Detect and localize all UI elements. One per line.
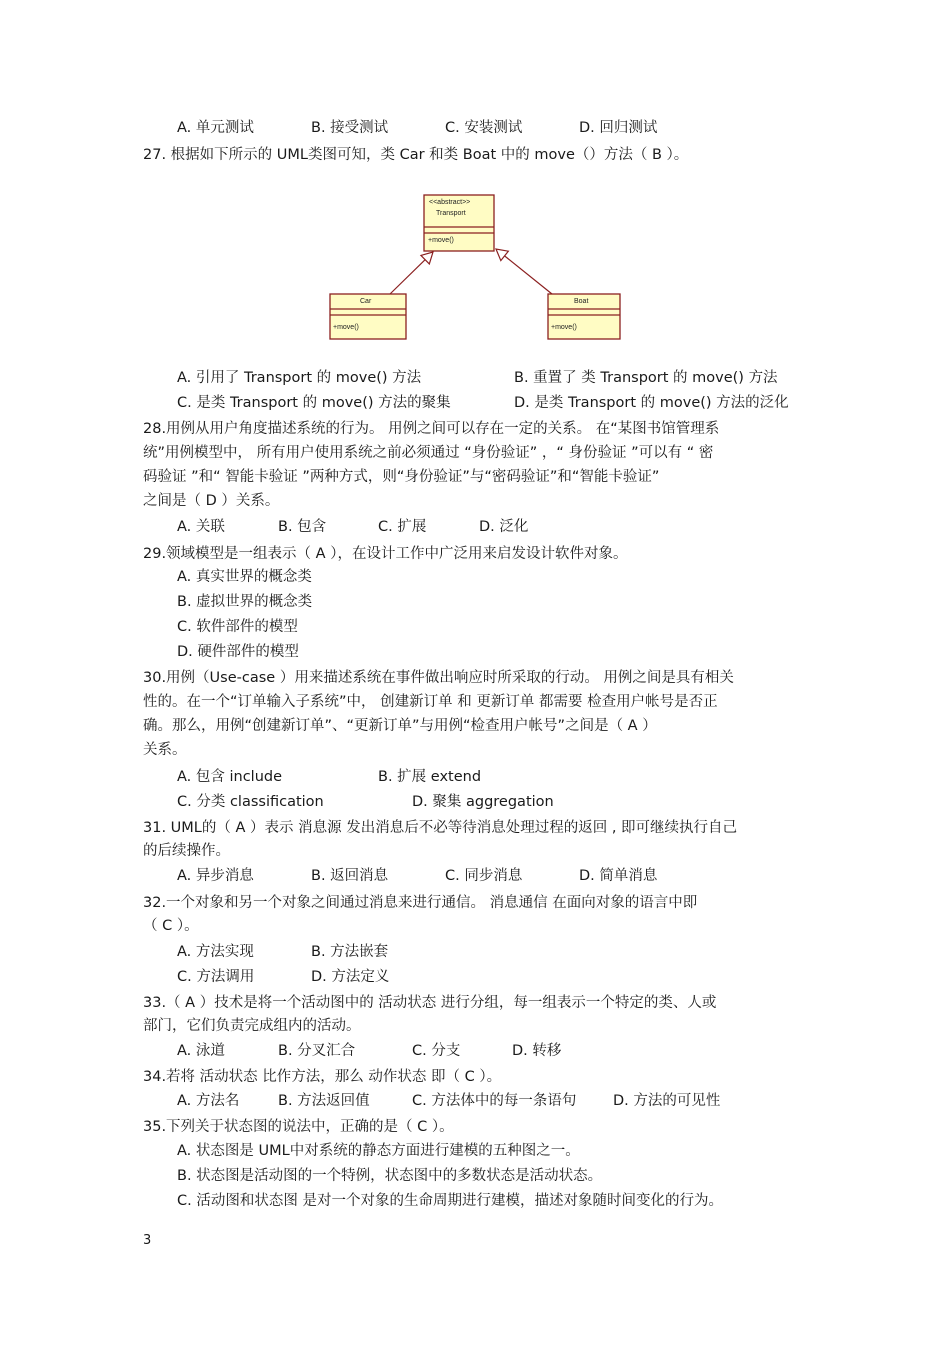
q33-option-d: D. 转移 [512,1043,562,1059]
q32-line-2: （ C ）。 [143,918,199,934]
q28-line-4: 之间是（ D ）关系。 [143,493,280,509]
q29-option-b: B. 虚拟世界的概念类 [177,594,313,610]
transport-class-box [424,195,494,251]
q35-option-b: B. 状态图是活动图的一个特例，状态图中的多数状态是活动状态。 [177,1168,603,1184]
q34-stem: 34.若将 活动状态 比作方法，那么 动作状态 即（ C ）。 [143,1069,502,1085]
q27-stem: 27. 根据如下所示的 UML类图可知，类 Car 和类 Boat 中的 move（）方法（ B ）。 [143,147,689,163]
q30-line-2: 性的。在一个“订单输入子系统”中， 创建新订单 和 更新订单 都需要 检查用户帐号是否正 [143,694,718,710]
car-operation: +move() [333,324,359,331]
q26-option-a: A. 单元测试 [177,120,254,136]
q28-option-d: D. 泛化 [479,519,529,535]
boat-generalization-arrow [496,249,552,294]
q32-option-d: D. 方法定义 [311,969,390,985]
q31-option-b: B. 返回消息 [311,868,389,884]
boat-name: Boat [574,298,589,305]
q31-option-c: C. 同步消息 [445,868,523,884]
q32-option-a: A. 方法实现 [177,944,254,960]
q30-option-d: D. 聚集 aggregation [412,794,554,810]
q35-stem: 35.下列关于状态图的说法中，正确的是（ C ）。 [143,1119,454,1135]
q29-stem: 29.领域模型是一组表示（ A ），在设计工作中广泛用来启发设计软件对象。 [143,546,628,562]
q26-option-b: B. 接受测试 [311,120,389,136]
q31-line-2: 的后续操作。 [143,843,230,859]
transport-operation: +move() [428,237,454,244]
q32-option-b: B. 方法嵌套 [311,944,389,960]
q27-option-b: B. 重置了 类 Transport 的 move() 方法 [514,370,778,386]
q26-option-d: D. 回归测试 [579,120,658,136]
q27-option-a: A. 引用了 Transport 的 move() 方法 [177,370,422,386]
q31-option-d: D. 简单消息 [579,868,658,884]
q34-option-b: B. 方法返回值 [278,1093,370,1109]
q32-line-1: 32.一个对象和另一个对象之间通过消息来进行通信。 消息通信 在面向对象的语言中即 [143,895,698,911]
q34-option-a: A. 方法名 [177,1093,240,1109]
transport-stereotype: <<abstract>> [429,199,471,206]
q35-option-c: C. 活动图和状态图 是对一个对象的生命周期进行建模，描述对象随时间变化的行为。 [177,1193,723,1209]
q33-option-b: B. 分叉汇合 [278,1043,356,1059]
car-class-box [330,294,406,339]
q30-option-c: C. 分类 classification [177,794,324,810]
boat-class-box [548,294,620,339]
boat-operation: +move() [551,324,577,331]
q33-line-1: 33.（ A ）技术是将一个活动图中的 活动状态 进行分组，每一组表示一个特定的类、人或 [143,995,717,1011]
q34-option-c: C. 方法体中的每一条语句 [412,1093,577,1109]
q35-option-a: A. 状态图是 UML中对系统的静态方面进行建模的五种图之一。 [177,1143,580,1159]
q27-option-c: C. 是类 Transport 的 move() 方法的聚集 [177,395,451,411]
q32-option-c: C. 方法调用 [177,969,255,985]
q28-option-c: C. 扩展 [378,519,427,535]
q28-option-a: A. 关联 [177,519,225,535]
q30-line-4: 关系。 [143,742,187,758]
q31-line-1: 31. UML的（ A ）表示 消息源 发出消息后不必等待消息处理过程的返回 , 即可继续执行自己 [143,820,738,836]
q33-line-2: 部门，它们负责完成组内的活动。 [143,1018,361,1034]
q28-line-3: 码验证 ”和“ 智能卡验证 ”两种方式，则“身份验证”与“密码验证”和“智能卡验证” [143,469,660,485]
uml-class-diagram [320,185,640,350]
car-generalization-arrow [390,252,433,294]
q29-option-c: C. 软件部件的模型 [177,619,298,635]
q26-option-c: C. 安装测试 [445,120,523,136]
page-number: 3 [143,1233,152,1248]
q33-option-c: C. 分支 [412,1043,461,1059]
q28-line-2: 统”用例模型中， 所有用户使用系统之前必须通过 “身份验证” ，“ 身份验证 ”可以有 “ 密 [143,445,714,461]
q28-line-1: 28.用例从用户角度描述系统的行为。 用例之间可以存在一定的关系。 在“某图书馆管理系 [143,421,720,437]
q34-option-d: D. 方法的可见性 [613,1093,721,1109]
q30-option-b: B. 扩展 extend [378,769,482,785]
q29-option-d: D. 硬件部件的模型 [177,644,299,660]
q28-option-b: B. 包含 [278,519,327,535]
q30-option-a: A. 包含 include [177,769,283,785]
q31-option-a: A. 异步消息 [177,868,254,884]
q29-option-a: A. 真实世界的概念类 [177,569,312,585]
car-name: Car [360,298,372,305]
transport-name: Transport [436,210,466,217]
q33-option-a: A. 泳道 [177,1043,225,1059]
q30-line-1: 30.用例（Use-case ）用来描述系统在事件做出响应时所采取的行动。 用例之间是具有相关 [143,670,734,686]
q30-line-3: 确。那么，用例“创建新订单”、“更新订单”与用例“检查用户帐号”之间是（ A ） [143,718,657,734]
q27-option-d: D. 是类 Transport 的 move() 方法的泛化 [514,395,789,411]
